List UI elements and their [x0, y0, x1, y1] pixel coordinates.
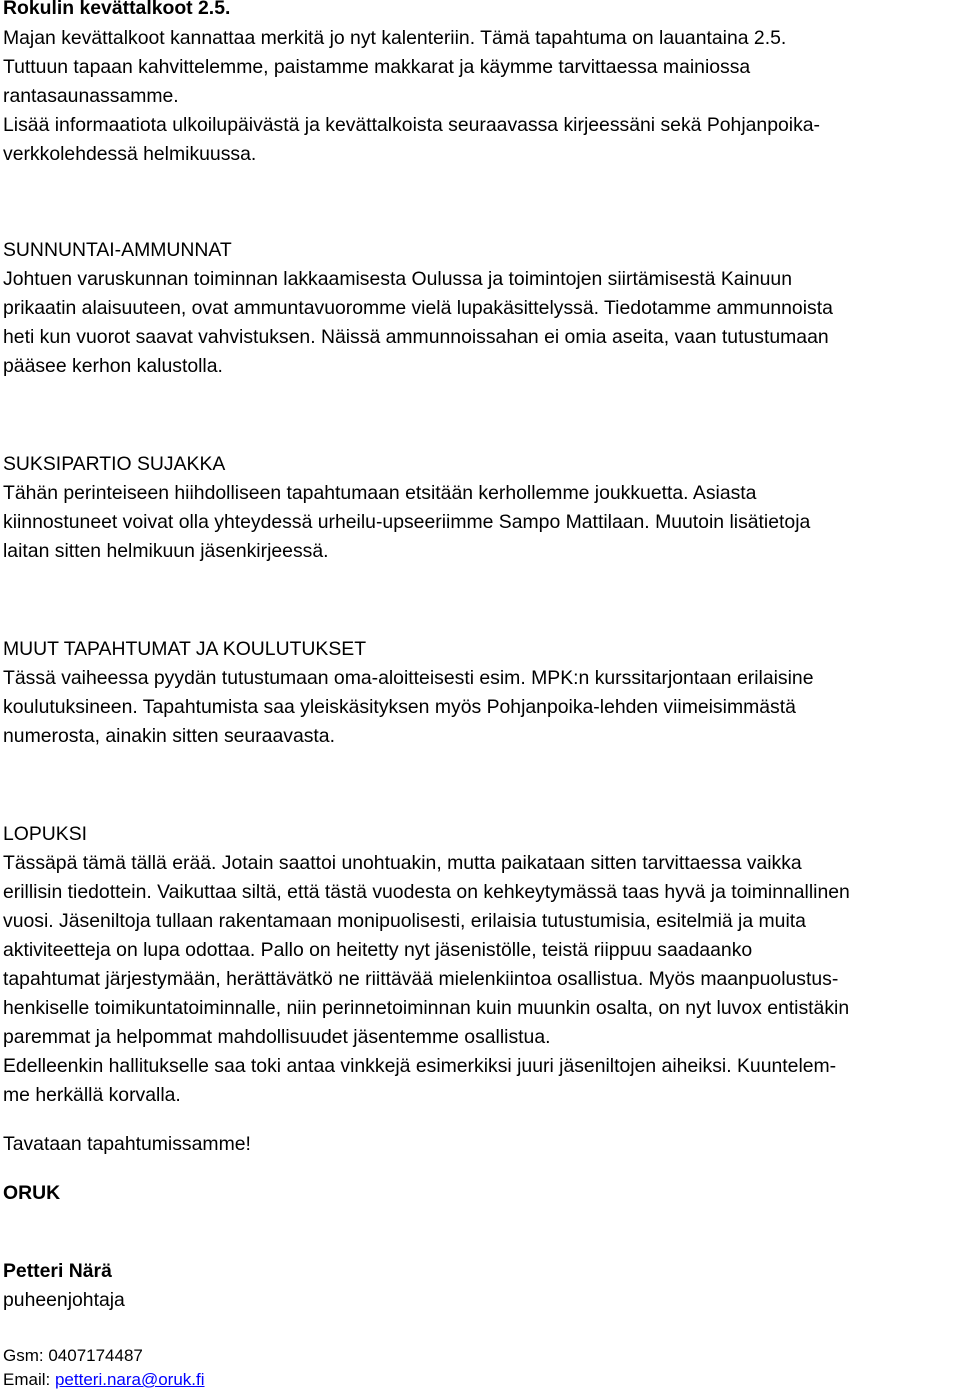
- section-line: laitan sitten helmikuun jäsenkirjeessä.: [3, 540, 329, 562]
- intro-heading: Rokulin kevättalkoot 2.5.: [3, 0, 231, 19]
- intro-line: Tuttuun tapaan kahvittelemme, paistamme makkarat ja käymme tarvittaessa mainiossa: [3, 56, 751, 78]
- section-line: prikaatin alaisuuteen, ovat ammuntavuoromme vielä lupakäsittelyssä. Tiedotamme ammunnoista: [3, 297, 833, 319]
- intro-line: rantasaunassamme.: [3, 85, 179, 107]
- email-row: [3, 1368, 205, 1392]
- section-line: Tässäpä tämä tällä erää. Jotain saattoi unohtuakin, mutta paikataan sitten tarvittaessa vaikka: [3, 852, 802, 874]
- section-line: me herkällä korvalla.: [3, 1084, 181, 1106]
- section-line: henkiselle toimikuntatoiminnalle, niin perinnetoiminnan kuin muunkin osalta, on nyt luvox entistäkin: [3, 997, 850, 1019]
- intro-line: Majan kevättalkoot kannattaa merkitä jo nyt kalenteriin. Tämä tapahtuma on lauantaina 2.5.: [3, 27, 787, 49]
- section-heading: SUNNUNTAI-AMMUNNAT: [3, 239, 232, 261]
- signer-title: puheenjohtaja: [3, 1289, 125, 1311]
- section-line: Edelleenkin hallitukselle saa toki antaa vinkkejä esimerkiksi juuri jäseniltojen aiheiksi. Kuuntelem-: [3, 1055, 837, 1077]
- organization-name: ORUK: [3, 1182, 61, 1204]
- section-line: Tähän perinteiseen hiihdolliseen tapahtumaan etsitään kerhollemme joukkuetta. Asiasta: [3, 482, 757, 504]
- phone-number: Gsm: 0407174487: [3, 1346, 143, 1365]
- section-line: heti kun vuorot saavat vahvistuksen. Näissä ammunnoissahan ei omia aseita, vaan tutustumaan: [3, 326, 829, 348]
- intro-line: verkkolehdessä helmikuussa.: [3, 143, 257, 165]
- section-line: tapahtumat järjestymään, herättävätkö ne riittävää mielenkiintoa osallistua. Myös maanpuolustus-: [3, 968, 839, 990]
- section-heading: MUUT TAPAHTUMAT JA KOULUTUKSET: [3, 638, 367, 660]
- email-label: Email:: [3, 1370, 55, 1389]
- section-line: paremmat ja helpommat mahdollisuudet jäsentemme osallistua.: [3, 1026, 551, 1048]
- section-line: Tässä vaiheessa pyydän tutustumaan oma-aloitteisesti esim. MPK:n kurssitarjontaan erilaisine: [3, 667, 814, 689]
- section-line: koulutuksineen. Tapahtumista saa yleiskäsityksen myös Pohjanpoika-lehden viimeisimmästä: [3, 696, 796, 718]
- section-line: kiinnostuneet voivat olla yhteydessä urheilu-upseeriimme Sampo Mattilaan. Muutoin lisätietoja: [3, 511, 811, 533]
- section-line: aktiviteetteja on lupa odottaa. Pallo on heitetty nyt jäsenistölle, teistä riippuu saadaanko: [3, 939, 753, 961]
- signer-name: Petteri Närä: [3, 1260, 112, 1282]
- closing-greeting: Tavataan tapahtumissamme!: [3, 1133, 251, 1155]
- section-heading: LOPUKSI: [3, 823, 88, 845]
- intro-line: Lisää informaatiota ulkoilupäivästä ja kevättalkoista seuraavassa kirjeessäni sekä Pohjanpoika-: [3, 114, 821, 136]
- section-line: vuosi. Jäseniltoja tullaan rakentamaan monipuolisesti, erilaisia tutustumisia, esitelmiä ja muita: [3, 910, 806, 932]
- section-line: numerosta, ainakin sitten seuraavasta.: [3, 725, 335, 747]
- section-line: pääsee kerhon kalustolla.: [3, 355, 223, 377]
- section-line: erillisin tiedottein. Vaikuttaa siltä, että tästä vuodesta on kehkeytymässä taas hyvä ja toiminnallinen: [3, 881, 850, 903]
- section-line: Johtuen varuskunnan toiminnan lakkaamisesta Oulussa ja toimintojen siirtämisestä Kainuun: [3, 268, 792, 290]
- section-heading: SUKSIPARTIO SUJAKKA: [3, 453, 226, 475]
- email-link[interactable]: petteri.nara@oruk.fi: [54, 1370, 205, 1389]
